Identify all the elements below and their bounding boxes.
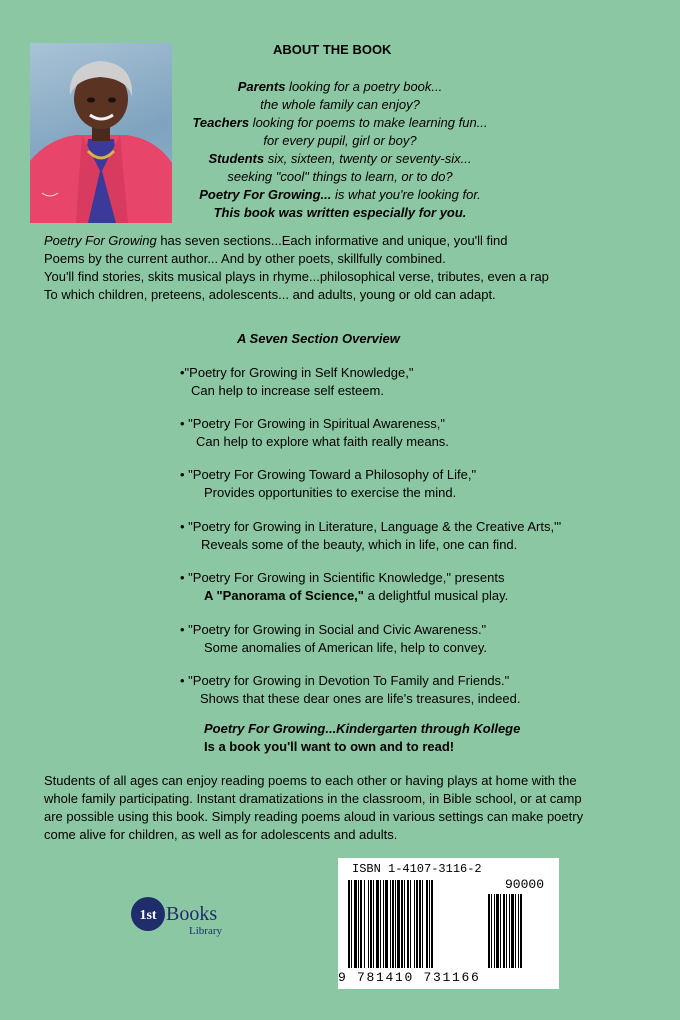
barcode-bar — [380, 880, 381, 968]
logo-name: Books — [166, 903, 218, 925]
description-line: Poems by the current author... And by other poets, skillfully combined. — [44, 251, 446, 266]
barcode-bar — [414, 880, 415, 968]
barcode-bar — [410, 880, 411, 968]
logo-sub: Library — [189, 925, 222, 937]
price-bar — [488, 894, 490, 968]
closing-line: Poetry For Growing...Kindergarten through Kollege — [204, 721, 521, 736]
barcode-bar — [383, 880, 384, 968]
paragraph-line: are possible using this book. Simply reading poems aloud in various settings can make poetry — [44, 809, 584, 824]
barcode-bar — [431, 880, 433, 968]
paragraph-line: Students of all ages can enjoy reading poems to each other or having plays at home with the — [44, 773, 577, 788]
barcode-bar — [348, 880, 350, 968]
price-code-label: 90000 — [505, 877, 545, 892]
barcode-bar — [407, 880, 409, 968]
paragraph-line: whole family participating. Instant dramatizations in the classroom, in Bible school, or at camp — [44, 791, 582, 806]
barcode-bar — [351, 880, 352, 968]
section-item: • "Poetry for Growing in Devotion To Family and Friends." Shows that these dear ones are life's treasures, indeed. — [180, 673, 521, 706]
barcode-bar — [419, 880, 421, 968]
logo-badge-text: 1st — [139, 908, 157, 923]
price-bar — [494, 894, 495, 968]
isbn-label: ISBN 1-4107-3116-2 — [352, 862, 482, 876]
barcode-bar — [376, 880, 379, 968]
usage-paragraph — [44, 772, 644, 844]
barcode-bar — [429, 880, 430, 968]
intro-line: the whole family can enjoy? — [260, 97, 420, 112]
intro-line: seeking "cool" things to learn, or to do? — [227, 169, 453, 184]
section-item: • "Poetry For Growing Toward a Philosophy of Life," Provides opportunities to exercise the mind. — [180, 467, 477, 500]
barcode-bar — [373, 880, 374, 968]
about-heading: ABOUT THE BOOK — [273, 42, 392, 57]
barcode-bar — [416, 880, 418, 968]
section-item: • "Poetry For Growing in Scientific Knowledge," presents A "Panorama of Science," a delightful musical play. — [180, 570, 509, 603]
description-line: To which children, preteens, adolescents... and adults, young or old can adapt. — [44, 287, 496, 302]
closing-line: Is a book you'll want to own and to read! — [204, 739, 455, 754]
intro-line: This book was written especially for you. — [213, 205, 467, 220]
closing-statement — [204, 720, 520, 756]
book-description — [44, 232, 664, 304]
intro-line: Poetry For Growing... is what you're looking for. — [199, 187, 481, 202]
barcode-bar — [392, 880, 394, 968]
barcode-bar — [358, 880, 359, 968]
price-bar — [520, 894, 522, 968]
price-bar — [511, 894, 514, 968]
ean-digits: 9 781410 731166 — [338, 970, 481, 985]
section-item: • "Poetry for Growing in Literature, Language & the Creative Arts,"' Reveals some of the beauty, which in life, one can find. — [180, 519, 562, 552]
section-item: • "Poetry For Growing in Spiritual Awareness," Can help to explore what faith really means. — [180, 416, 449, 449]
section-item: •"Poetry for Growing in Self Knowledge," Can help to increase self esteem. — [180, 365, 414, 398]
description-line: Poetry For Growing has seven sections...Each informative and unique, you'll find — [44, 233, 508, 248]
author-photo — [30, 43, 172, 223]
author-portrait-illustration — [30, 43, 172, 223]
barcode-bar — [422, 880, 423, 968]
barcode-bar — [390, 880, 391, 968]
barcode-bar — [401, 880, 403, 968]
barcode-bar — [404, 880, 405, 968]
barcode-bar — [385, 880, 388, 968]
intro-line: Teachers looking for poems to make learning fun... — [192, 115, 488, 130]
price-bar — [509, 894, 510, 968]
intro-line: Students six, sixteen, twenty or seventy-six... — [208, 151, 472, 166]
barcode-bar — [370, 880, 372, 968]
price-bar — [518, 894, 519, 968]
price-bar — [503, 894, 505, 968]
price-bar — [506, 894, 507, 968]
overview-heading: A Seven Section Overview — [237, 331, 400, 346]
price-bar — [491, 894, 492, 968]
price-bar — [496, 894, 499, 968]
barcode-bar — [354, 880, 357, 968]
price-bar — [515, 894, 516, 968]
section-item: • "Poetry for Growing in Social and Civic Awareness." Some anomalies of American life, help to convey. — [180, 622, 488, 655]
barcode-bar — [360, 880, 362, 968]
description-line: You'll find stories, skits musical plays in rhyme...philosophical verse, tributes, even a rap — [44, 269, 549, 284]
barcode-bar — [397, 880, 400, 968]
intro-line: Parents looking for a poetry book... — [237, 79, 443, 94]
intro-line: for every pupil, girl or boy? — [263, 133, 417, 148]
barcode-bar — [395, 880, 396, 968]
publisher-logo — [131, 894, 241, 940]
barcode-bar — [364, 880, 365, 968]
intro-verse — [172, 78, 508, 222]
price-bar — [500, 894, 501, 968]
barcode-bar — [368, 880, 369, 968]
paragraph-line: come alive for children, as well as for adolescents and adults. — [44, 827, 398, 842]
barcode-bar — [426, 880, 428, 968]
